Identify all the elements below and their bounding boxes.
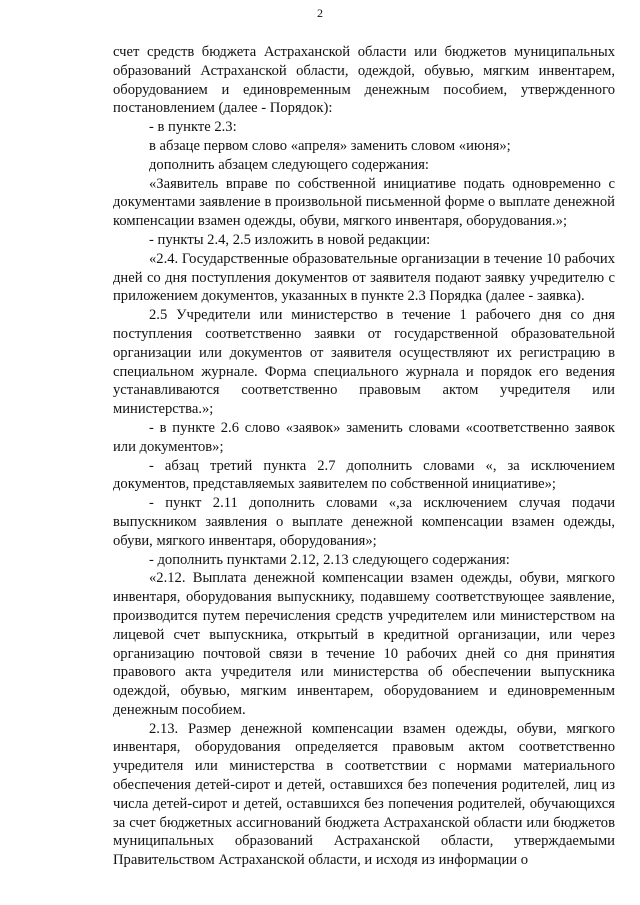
- paragraph: в абзаце первом слово «апреля» заменить словом «июня»;: [149, 137, 511, 154]
- paragraph: 2.13. Размер денежной компенсации взамен одежды, обуви, мягкого инвентаря, оборудования определяется правовым актом соответственно учредителя или министерства в соответствии с нормами материального обеспечения детей-сирот и детей, оставшихся без попечения родителей, лиц из числа детей-сирот и детей, оставшихся без попечения родителей, обучающихся за счет бюджетных ассигнований бюджета Астраханской области или бюджетов муниципальных образований Астраханской области, утверждаемыми Правительством Астраханской области, и исходя из информации о: [113, 720, 615, 869]
- paragraph: - дополнить пунктами 2.12, 2.13 следующего содержания:: [149, 551, 510, 568]
- page-number: 2: [317, 6, 323, 20]
- paragraph: «Заявитель вправе по собственной инициативе подать одновременно с документами заявление в произвольной письменной форме о выплате денежной компенсации взамен одежды, обуви, мягкого инвентаря, оборудования.»;: [113, 175, 615, 230]
- paragraph: дополнить абзацем следующего содержания:: [149, 156, 429, 173]
- paragraph: - пункт 2.11 дополнить словами «,за исключением случая подачи выпускником заявления о выплате денежной компенсации взамен одежды, обуви, мягкого инвентаря, оборудования»;: [113, 495, 615, 549]
- paragraph: - в пункте 2.3:: [149, 119, 237, 136]
- paragraph: - в пункте 2.6 слово «заявок» заменить словами «соответственно заявок или документов»;: [113, 419, 615, 455]
- document-body: [113, 43, 615, 870]
- paragraph: 2.5 Учредители или министерство в течение 1 рабочего дня со дня поступления соответственно заявки от государственной образовательной организации или документов от заявителя осуществляют их регистрацию в специальном журнале. Форма специального журнала и порядок его ведения устанавливаются соответственно правовым актом учредителя или министерства.»;: [113, 307, 615, 418]
- paragraph: «2.12. Выплата денежной компенсации взамен одежды, обуви, мягкого инвентаря, оборудования выпускнику, подавшему соответствующее заявление, производится путем перечисления средств учредителем или министерством на лицевой счет выпускника, открытый в кредитной организации, или через организацию почтовой связи в течение 10 рабочих дней со дня принятия правового акта учредителя или министерства об обеспечении выпускника одеждой, обувью, мягким инвентарем, оборудованием и единовременным денежным пособием.: [113, 570, 615, 718]
- paragraph: - пункты 2.4, 2.5 изложить в новой редакции:: [149, 231, 431, 248]
- paragraph: - абзац третий пункта 2.7 дополнить словами «, за исключением документов, представляемых заявителем по собственной инициативе»;: [113, 457, 615, 493]
- paragraph: счет средств бюджета Астраханской области или бюджетов муниципальных образований Астраханской области, одеждой, обувью, мягким инвентарем, оборудованием и единовременным денежным пособием, утвержденного постановлением (далее - Порядок):: [113, 44, 615, 117]
- paragraph: «2.4. Государственные образовательные организации в течение 10 рабочих дней со дня поступления документов от заявителя подают заявку учредителю с приложением документов, указанных в пункте 2.3 Порядка (далее - заявка).: [113, 250, 615, 305]
